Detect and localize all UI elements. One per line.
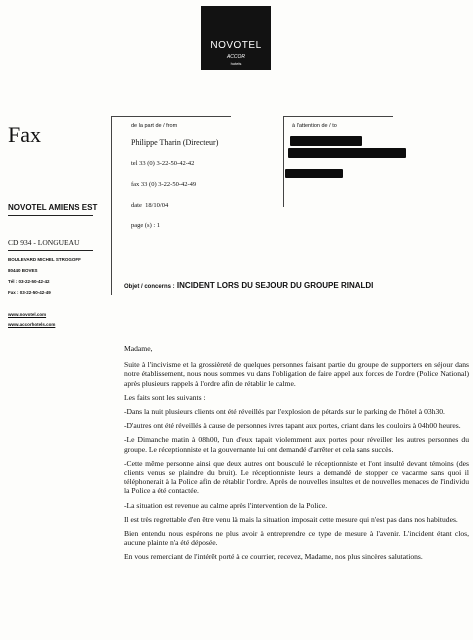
body-paragraph: -La situation est revenue au calme après l'intervention de la Police. — [124, 500, 328, 510]
hotel-name: NOVOTEL AMIENS EST — [8, 203, 98, 212]
hotel-address-line: CD 934 - LONGUEAU — [8, 238, 80, 247]
subject-label: Objet / concerns : — [124, 284, 175, 290]
date-label: date — [131, 202, 142, 209]
pages-label: page (s) : — [131, 222, 156, 229]
divider — [8, 215, 93, 216]
subject-text: INCIDENT LORS DU SEJOUR DU GROUPE RINALDI — [176, 281, 374, 290]
redaction-bar — [285, 169, 343, 178]
website-link[interactable]: www.accorhotels.com — [8, 322, 56, 327]
from-name: Philippe Tharin (Directeur) — [131, 138, 219, 147]
from-rule-vertical — [111, 117, 112, 295]
website-link[interactable]: www.novotel.com — [8, 312, 47, 317]
body-paragraph: Suite à l'incivisme et la grossièreté de quelques personnes faisant partie du groupe de supporters en séjour dans notre établissement, nous nous sommes vu dans l'obligation de faire appel aux forces de l'ordre (Police National) après plusieurs rappels à l'ordre afin de rétablir le calme. — [124, 360, 469, 388]
pages-value: 1 — [156, 222, 161, 229]
salutation: Madame, — [124, 344, 153, 353]
body-paragraph: Les faits sont les suivants : — [124, 392, 206, 402]
body-paragraph: En vous remerciant de l'intérêt porté à ce courrier, recevez, Madame, nos plus sincères salutations. — [124, 552, 423, 562]
logo-brand: NOVOTEL — [210, 40, 262, 51]
letter-body — [124, 344, 469, 567]
to-rule-vertical — [283, 117, 284, 207]
logo-sub: hotels — [230, 61, 242, 66]
from-rule — [111, 116, 231, 117]
hotel-fax: Fax : 03-22-50-42-49 — [8, 290, 51, 295]
body-paragraph: -Cette même personne ainsi que deux autres ont bousculé le réceptionniste et l'ont insulté devant témoins (des clients venus se plaindre du bruit). Le réceptionniste leurs a demandé de stopper ce vacarme sans quoi il téléphonerait à la Police afin de rétablir l'ordre. Après de nouvelles insultes et de nouvelles menaces de l'individu la Police a été contactée. — [124, 458, 469, 496]
novotel-logo — [201, 6, 271, 70]
fax-title: Fax — [8, 122, 41, 147]
divider — [8, 250, 93, 251]
hotel-street: BOULEVARD MICHEL STROGOFF — [8, 257, 81, 262]
redaction-bar — [290, 136, 362, 146]
to-label: à l'attention de / to — [292, 123, 337, 129]
date-value: 18/10/04 — [145, 202, 169, 209]
body-paragraph: -Dans la nuit plusieurs clients ont été réveillés par l'explosion de pétards sur le parking de l'hôtel à 03h30. — [124, 407, 445, 417]
hotel-tel: Tél : 03-22-50-42-42 — [8, 279, 50, 284]
from-fax: fax 33 (0) 3-22-50-42-49 — [131, 181, 197, 188]
from-label: de la part de / from — [131, 123, 178, 129]
body-paragraph: -D'autres ont été réveillés à cause de personnes ivres tapant aux portes, criant dans les couloirs à 04h00 heures. — [124, 421, 461, 431]
body-paragraph: Bien entendu nous espérons ne plus avoir à entreprendre ce type de mesure à l'avenir. L'incident étant clos, aucune plainte n'a été déposée. — [124, 529, 469, 548]
logo-group: ACCOR — [226, 54, 246, 60]
body-paragraph: Il est très regrettable d'en être venu là mais la situation imposait cette mesure qui n'est pas dans nos habitudes. — [124, 514, 458, 524]
hotel-city: 80440 BOVES — [8, 268, 38, 273]
from-tel: tel 33 (0) 3-22-50-42-42 — [131, 160, 195, 167]
from-pages — [131, 222, 160, 229]
subject-line — [124, 281, 373, 290]
body-paragraph: -Le Dimanche matin à 08h00, l'un d'eux tapait violemment aux portes pour réveiller les autres personnes du groupe. Le réceptionniste et la gouvernante lui ont demandé d'arrêter et cela sans succès. — [124, 435, 469, 454]
from-date — [131, 202, 168, 209]
redaction-bar — [288, 148, 406, 158]
to-rule — [283, 116, 393, 117]
